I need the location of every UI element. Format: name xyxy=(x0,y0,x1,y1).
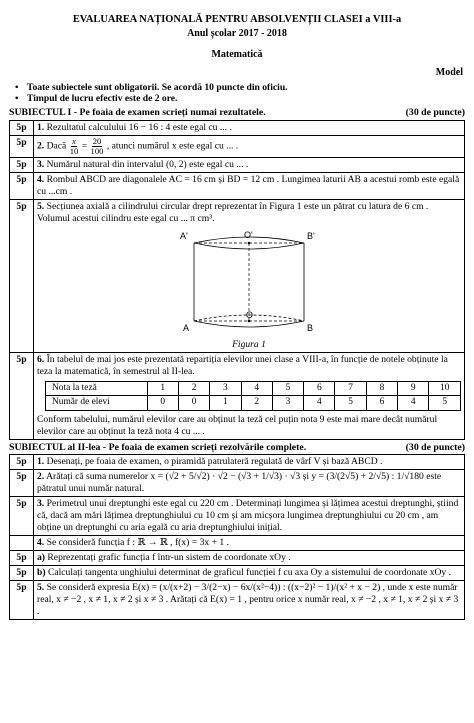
grade-cell: 5 xyxy=(272,381,303,396)
grade-cell: 8 xyxy=(366,381,397,396)
rule-item: • Toate subiectele sunt obligatorii. Se acordă 10 puncte din oficiu. xyxy=(15,82,465,94)
section2-title: SUBIECTUL al II-lea - Pe foaia de examen scrieți rezolvările complete. xyxy=(9,442,307,454)
count-cell: 2 xyxy=(241,396,272,411)
question-number: 5. xyxy=(37,200,45,212)
question-row: 5p 2. Dacă $\frac{x}{10}$ = $\frac{20}{100}$ , atunci numărul x este egal cu ... . xyxy=(10,135,465,157)
counts-row-label: Număr de elevi xyxy=(46,396,148,411)
question-text: În tabelul de mai jos este prezentată repartiția elevilor unei clase a VIII-a, în funcție de notele obținute la teza la matematică, în semestrul al II-lea. xyxy=(37,353,448,377)
question-text: Conform tabelului, numărul elevilor care au obținut la teză cel puțin nota 9 este mai mare decât numărul elevilor care au obținut la teză nota 4 cu ... . xyxy=(37,414,438,438)
question-number: a) xyxy=(37,552,45,564)
grades-row xyxy=(46,381,461,396)
question-number: 3. xyxy=(37,498,45,510)
grade-cell: 2 xyxy=(178,381,209,396)
count-cell: 1 xyxy=(210,396,241,411)
question-text: Arătați că suma numerelor x = (√2 + 5/√2) · √2 − (√3 + 1/√3) · √3 și y = (3/(2√5) + 2/√5) : 1/√180 este pătratul unui număr natural. xyxy=(37,471,442,495)
question-number: 1. xyxy=(37,456,45,468)
question-text: Rombul ABCD are diagonalele AC = 16 cm și BD = 12 cm . Lungimea laturii AB a acestui romb este egală cu ...cm . xyxy=(37,173,460,197)
grade-cell: 4 xyxy=(241,381,272,396)
question-text: Reprezentați grafic funcția f într-un sistem de coordonate xOy . xyxy=(47,552,291,564)
question-row xyxy=(10,199,465,352)
question-number: b) xyxy=(37,567,46,579)
question-points: 5p xyxy=(10,135,34,157)
section1-table xyxy=(9,120,465,440)
question-text: Se consideră expresia E(x) = (x/(x+2) − 3/(2−x) − 6x/(x²−4)) : ((x−2)² − 1)/(x² + x − 2) , unde x este număr real, x ≠ −2 , x ≠ 1, x ≠ 2 și x ≠ 3 . Arătați că E(x) = 1 , pentru orice x număr real, x ≠ −2 , x ≠ 1, x ≠ 2 și x ≠ 3 . xyxy=(37,582,459,618)
label-o: O xyxy=(246,309,254,320)
section2-table xyxy=(9,454,465,620)
fraction: $\frac{20}{100}$ xyxy=(90,135,104,156)
question-number: 6. xyxy=(37,353,45,365)
count-cell: 4 xyxy=(304,396,335,411)
count-cell: 0 xyxy=(147,396,178,411)
question-row xyxy=(10,455,465,470)
question-points: 5p xyxy=(10,157,34,172)
rule-item: • Timpul de lucru efectiv este de 2 ore. xyxy=(15,93,465,105)
question-row xyxy=(10,566,465,581)
count-cell: 3 xyxy=(272,396,303,411)
question-text: Rezultatul calculului 16 − 16 : 4 este egal cu ... . xyxy=(46,121,232,133)
label-a1: A' xyxy=(180,230,188,241)
question-row xyxy=(10,157,465,172)
question-number: 2. xyxy=(37,471,45,483)
grade-cell: 9 xyxy=(398,381,429,396)
question-row xyxy=(10,551,465,566)
subject-name: Matematică xyxy=(211,48,263,60)
count-cell: 0 xyxy=(178,396,209,411)
question-points: 5p xyxy=(10,581,34,620)
school-year: Anul școlar 2017 - 2018 xyxy=(187,28,287,39)
cylinder-figure xyxy=(174,227,324,339)
question-text: Secțiunea axială a cilindrului circular drept reprezentat în Figura 1 este un pătrat cu latura de 6 cm . Volumul acestui cilindru este egal cu ... π cm³. xyxy=(37,200,429,224)
section2-header xyxy=(9,442,465,454)
section1-header xyxy=(9,107,465,119)
section2-points: (30 de puncte) xyxy=(405,442,465,454)
question-points: 5p xyxy=(10,352,34,439)
grade-cell: 10 xyxy=(429,381,461,396)
question-text: Desenați, pe foaia de examen, o piramidă patrulateră regulată de vârf V și bază ABCD . xyxy=(46,456,383,468)
count-cell: 4 xyxy=(398,396,429,411)
question-row xyxy=(10,497,465,536)
question-points: 5p xyxy=(10,566,34,581)
exam-title: EVALUAREA NAȚIONALĂ PENTRU ABSOLVENȚII CLASEI a VIII-a xyxy=(72,14,402,25)
question-number: 5. xyxy=(37,582,45,594)
question-text: Dacă xyxy=(46,140,67,152)
question-points xyxy=(10,536,34,551)
question-points: 5p xyxy=(10,199,34,352)
question-number: 3. xyxy=(37,158,45,170)
count-cell: 5 xyxy=(335,396,366,411)
model-label: Model xyxy=(435,67,463,78)
fraction: $\frac{x}{10}$ xyxy=(69,135,79,156)
question-number: 2. xyxy=(37,140,45,152)
rules-list xyxy=(15,82,465,106)
counts-row xyxy=(46,396,461,411)
grade-cell: 3 xyxy=(210,381,241,396)
grade-cell: 7 xyxy=(335,381,366,396)
question-row xyxy=(10,536,465,551)
grades-row-label: Nota la teză xyxy=(46,381,148,396)
question-points: 5p xyxy=(10,120,34,135)
question-text: Calculați tangenta unghiului determinat de graficul funcției f cu axa Oy a sistemului de coordonate xOy . xyxy=(47,567,452,579)
count-cell: 5 xyxy=(429,396,461,411)
figure-caption: Figura 1 xyxy=(232,338,266,350)
point-o1 xyxy=(248,241,251,244)
question-points: 5p xyxy=(10,497,34,536)
grade-cell: 1 xyxy=(147,381,178,396)
label-o1: O' xyxy=(244,229,253,240)
section1-title: SUBIECTUL I - Pe foaia de examen scrieți numai rezultatele. xyxy=(9,107,266,119)
question-points: 5p xyxy=(10,470,34,497)
grades-table xyxy=(45,381,461,412)
question-text: , atunci numărul x este egal cu ... . xyxy=(106,140,239,152)
question-number: 1. xyxy=(37,121,45,133)
question-points: 5p xyxy=(10,455,34,470)
point-o xyxy=(248,319,251,322)
question-row xyxy=(10,352,465,439)
question-text: Perimetrul unui dreptunghi este egal cu 220 cm . Determinați lungimea și lățimea acestui dreptunghi, știind că, dacă am mări lățimea dreptunghiului cu 10 cm și am micșora lungimea dreptunghiului cu 20 cm , am obține un dreptunghi cu aria egală cu aria dreptunghiului inițial. xyxy=(37,498,459,534)
count-cell: 6 xyxy=(366,396,397,411)
label-a: A xyxy=(183,322,190,333)
grade-cell: 6 xyxy=(304,381,335,396)
question-row xyxy=(10,172,465,199)
question-points: 5p xyxy=(10,172,34,199)
question-row xyxy=(10,470,465,497)
question-text: Numărul natural din intervalul (0, 2) este egal cu ... . xyxy=(46,158,249,170)
question-number: 4. xyxy=(37,173,45,185)
question-points: 5p xyxy=(10,551,34,566)
question-row xyxy=(10,120,465,135)
label-b: B xyxy=(307,322,314,333)
label-b1: B' xyxy=(307,230,315,241)
question-row xyxy=(10,581,465,620)
section1-points: (30 de puncte) xyxy=(405,107,465,119)
question-number: 4. xyxy=(37,537,45,549)
question-text: Se consideră funcția f : ℝ → ℝ , f(x) = 3x + 1 . xyxy=(46,537,229,549)
